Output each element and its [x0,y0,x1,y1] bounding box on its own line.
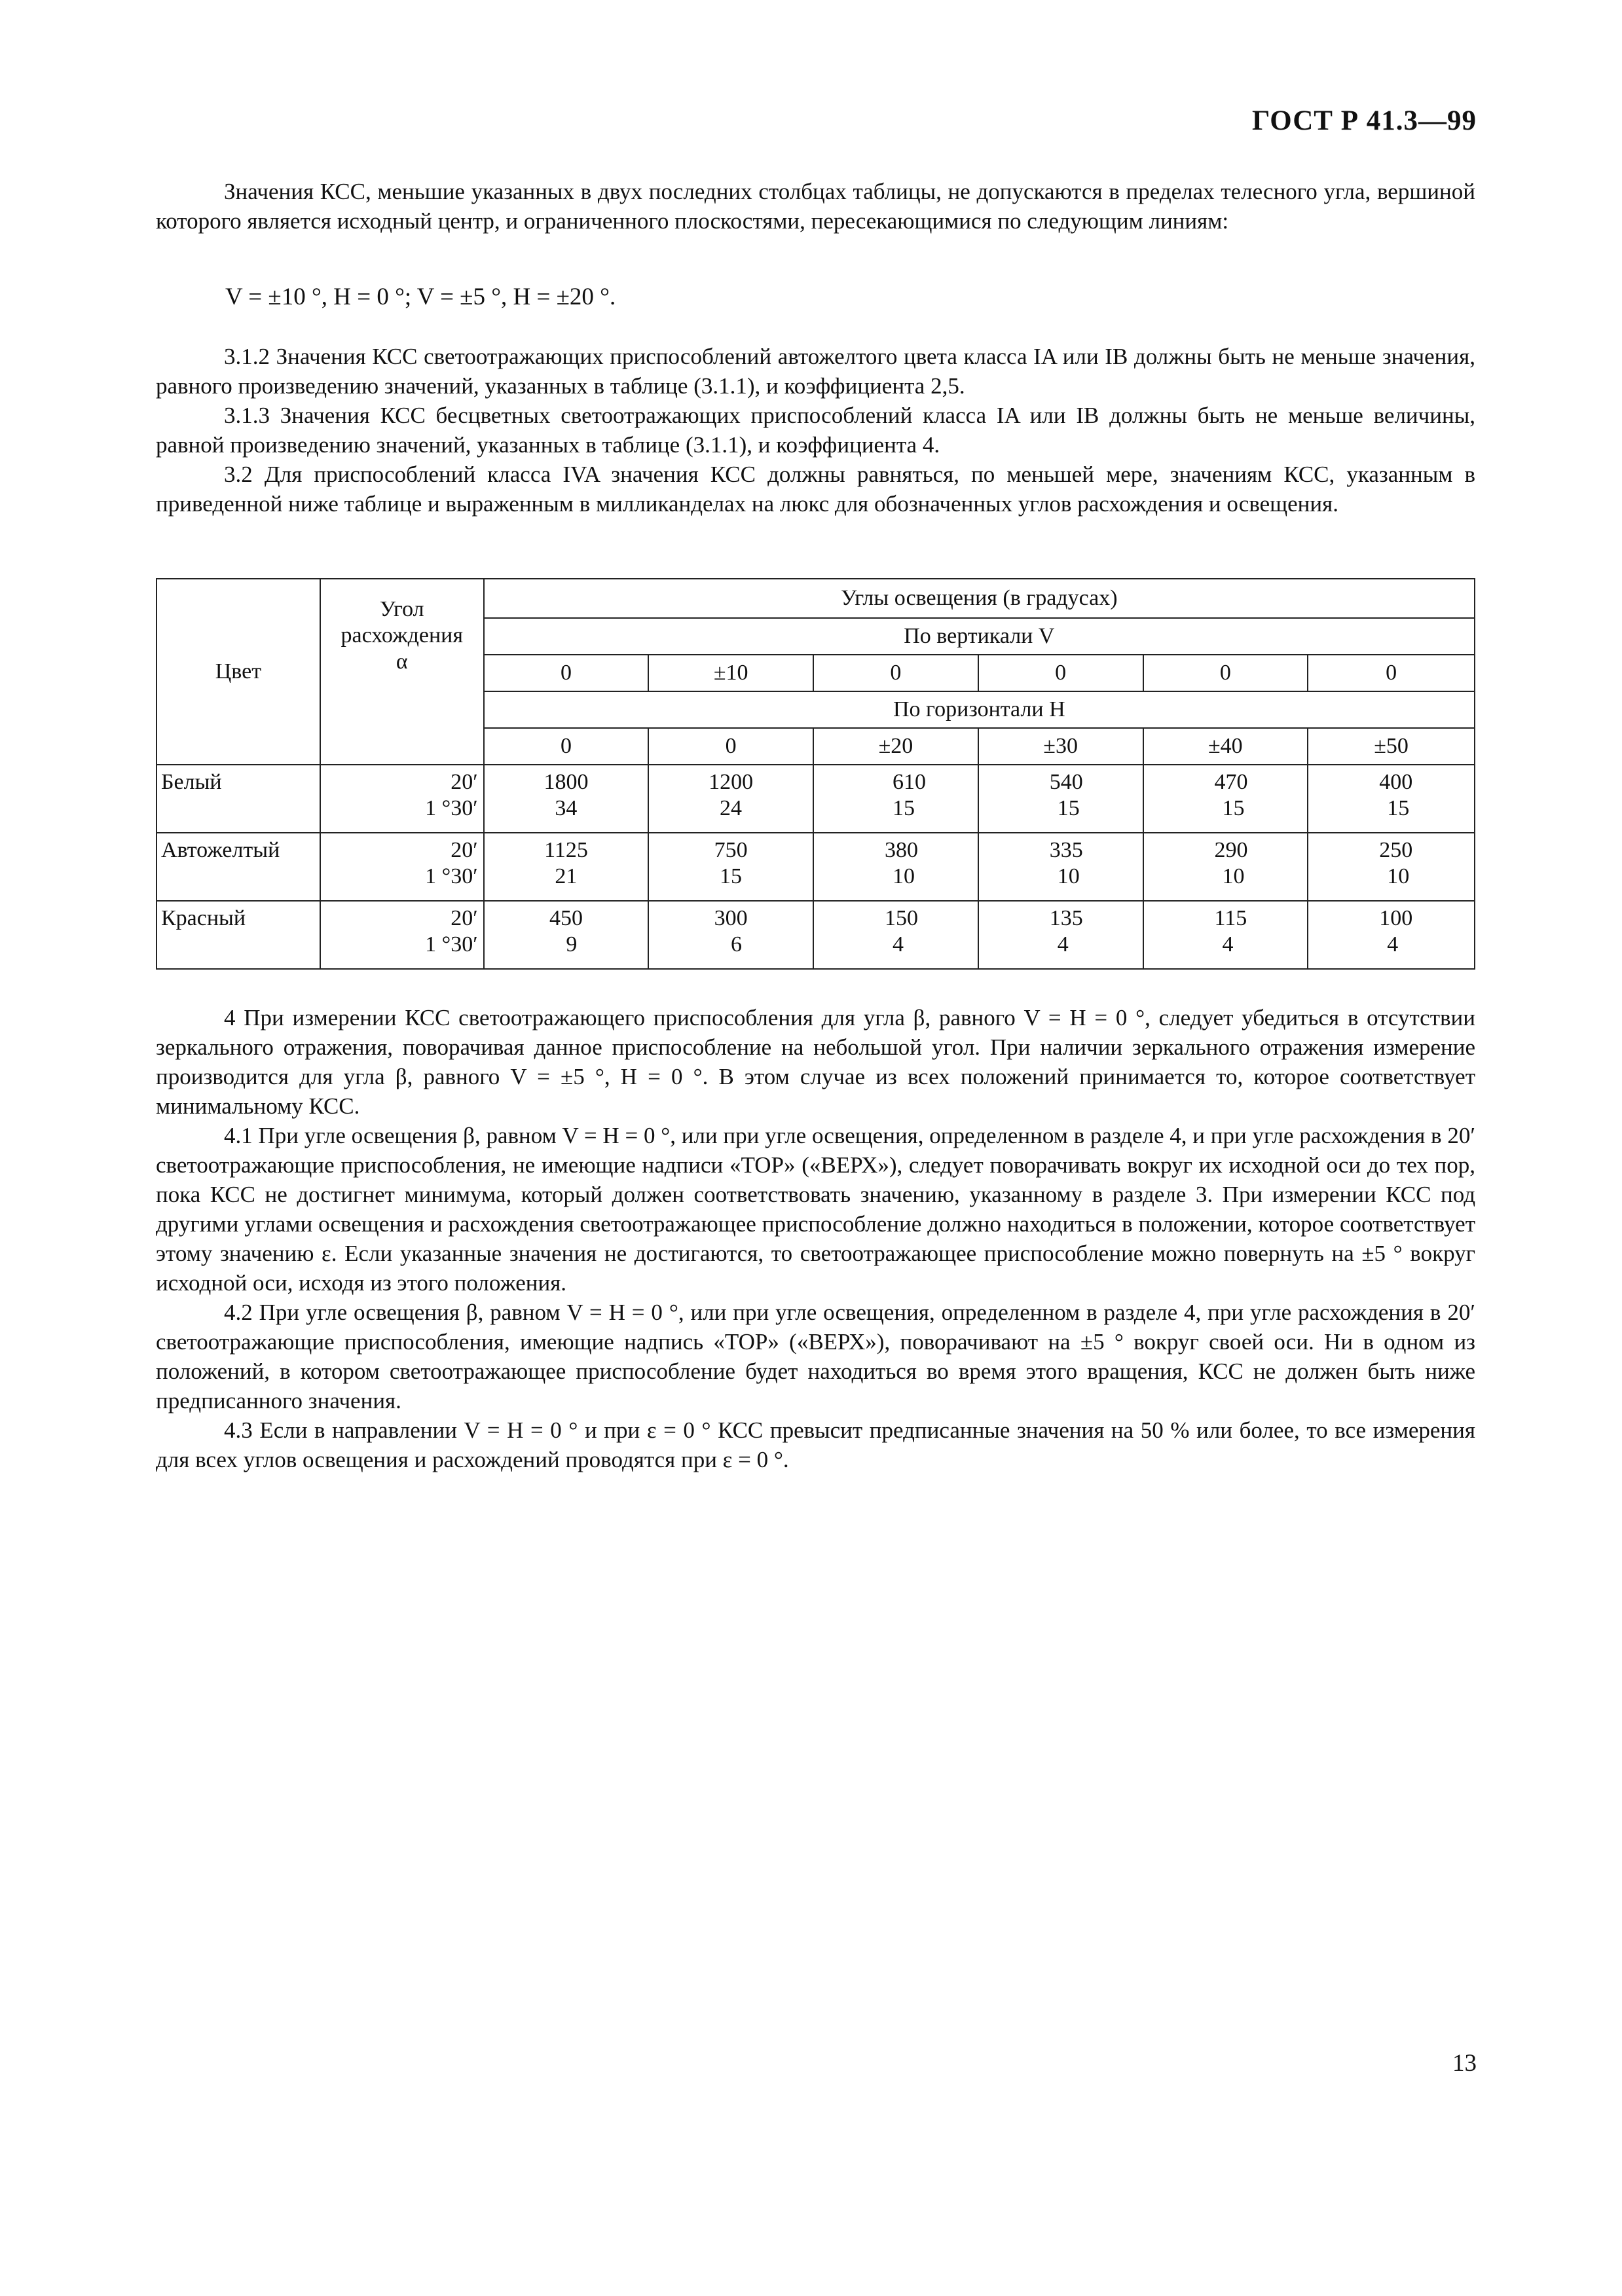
table-header-row-1 [157,579,1475,618]
clause-3-2: 3.2 Для приспособлений класса IVA значения КСС должны равняться, по меньшей мере, значениям КСС, указанным в приведенной ниже таблице и выраженным в милликанделах на люкс для обозначенных углов расхождения и освещения. [156,462,1475,517]
row-color-label: Белый [157,765,320,833]
horizontal-value: ±40 [1143,728,1308,765]
table-cell: 470 15 [1143,765,1308,833]
clauses-31-32 [156,342,1475,519]
table-cell: 1800 34 [484,765,649,833]
header-vertical: По вертикали V [484,618,1475,655]
table-cell: 135 4 [978,901,1143,969]
clause-4: 4 При измерении КСС светоотражающего приспособления для угла β, равного V = H = 0 °, следует убедиться в отсутствии зеркального отражения, поворачивая данное приспособление на небольшой угол. При наличии зеркального отражения измерение производится для угла β, равного V = ±5 °, H = 0 °. В этом случае из всех положений принимается то, которое соответствует минимальному КСС. [156,1005,1475,1119]
clause-3-1-3: 3.1.3 Значения КСС бесцветных светоотражающих приспособлений класса IA или IB должны быть не меньше величины, равной произведению значений, указанных в таблице (3.1.1), и коэффициента 4. [156,403,1475,458]
row-color-label: Автожелтый [157,833,320,901]
horizontal-value: ±20 [813,728,978,765]
table-cell: 450 9 [484,901,649,969]
table-row-amber [157,833,1475,901]
ksc-table-container [156,578,1475,970]
row-divergence: 20′ 1 °30′ [320,765,484,833]
table-cell: 1200 24 [648,765,813,833]
vertical-value: ±10 [648,655,813,691]
horizontal-value: 0 [484,728,649,765]
section-4-block [156,1003,1475,1474]
table-cell: 750 15 [648,833,813,901]
page-number: 13 [1452,2050,1477,2077]
vertical-value: 0 [813,655,978,691]
header-divergence-angle: Угол расхождения α [320,579,484,691]
clause-4-1: 4.1 При угле освещения β, равном V = H = 0 °, или при угле освещения, определенном в разделе 4, и при угле расхождения в 20′ светоотражающие приспособления, не имеющие надписи «TOP» («ВЕРХ»), следует поворачивать вокруг их исходной оси до тех пор, пока КСС не достигнет минимума, который должен соответствовать значению, указанному в разделе 3. При измерении КСС под другими углами освещения и расхождения светоотражающее приспособление должно находиться в положении, которое соответствует этому значению ε. Если указанные значения не достигаются, то светоотражающее приспособление можно повернуть на ±5 ° вокруг исходной оси, исходя из этого положения. [156,1123,1475,1296]
table-cell: 250 10 [1308,833,1475,901]
clause-4-2: 4.2 При угле освещения β, равном V = H = 0 °, или при угле освещения, определенном в разделе 4, при угле расхождения в 20′ светоотражающие приспособления, имеющие надпись «TOP» («ВЕРХ»), поворачивают на ±5 ° вокруг своей оси. Ни в одном из положений, в котором светоотражающее приспособление будет находиться во время этого вращения, КСС не должен быть ниже предписанного значения. [156,1300,1475,1413]
paragraph-ksc-limits: Значения КСС, меньшие указанных в двух последних столбцах таблицы, не допускаются в пределах телесного угла, вершиной которого является исходный центр, и ограниченного плоскостями, пересекающимися по следующим линиям: [156,179,1475,234]
clause-4-3: 4.3 Если в направлении V = H = 0 ° и при ε = 0 ° КСС превысит предписанные значения на 50 % или более, то все измерения для всех углов освещения и расхождений проводятся при ε = 0 °. [156,1417,1475,1472]
row-divergence: 20′ 1 °30′ [320,833,484,901]
row-divergence: 20′ 1 °30′ [320,901,484,969]
table-cell: 115 4 [1143,901,1308,969]
table-row-white [157,765,1475,833]
table-cell: 100 4 [1308,901,1475,969]
table-cell: 1125 21 [484,833,649,901]
table-cell: 150 4 [813,901,978,969]
horizontal-value: 0 [648,728,813,765]
table-cell: 380 10 [813,833,978,901]
horizontal-value: ±30 [978,728,1143,765]
table-cell: 335 10 [978,833,1143,901]
table-header-row-4 [157,691,1475,728]
header-color: Цвет [157,579,320,765]
table-row-red [157,901,1475,969]
header-horizontal: По горизонтали H [484,691,1475,728]
table-cell: 300 6 [648,901,813,969]
vertical-value: 0 [484,655,649,691]
document-id-header: ГОСТ Р 41.3—99 [1251,105,1477,136]
table-cell: 400 15 [1308,765,1475,833]
angle-formula: V = ±10 °, H = 0 °; V = ±5 °, H = ±20 °. [225,283,616,310]
header-illumination-angles: Углы освещения (в градусах) [484,579,1475,618]
clause-3-1-2: 3.1.2 Значения КСС светоотражающих приспособлений автожелтого цвета класса IA или IB должны быть не меньше значения, равного произведению значений, указанных в таблице (3.1.1), и коэффициента 2,5. [156,344,1475,399]
horizontal-value: ±50 [1308,728,1475,765]
ksc-table [156,578,1475,970]
table-cell: 290 10 [1143,833,1308,901]
intro-block [156,177,1475,236]
vertical-value: 0 [1143,655,1308,691]
row-color-label: Красный [157,901,320,969]
vertical-value: 0 [1308,655,1475,691]
table-cell: 610 15 [813,765,978,833]
table-cell: 540 15 [978,765,1143,833]
vertical-value: 0 [978,655,1143,691]
